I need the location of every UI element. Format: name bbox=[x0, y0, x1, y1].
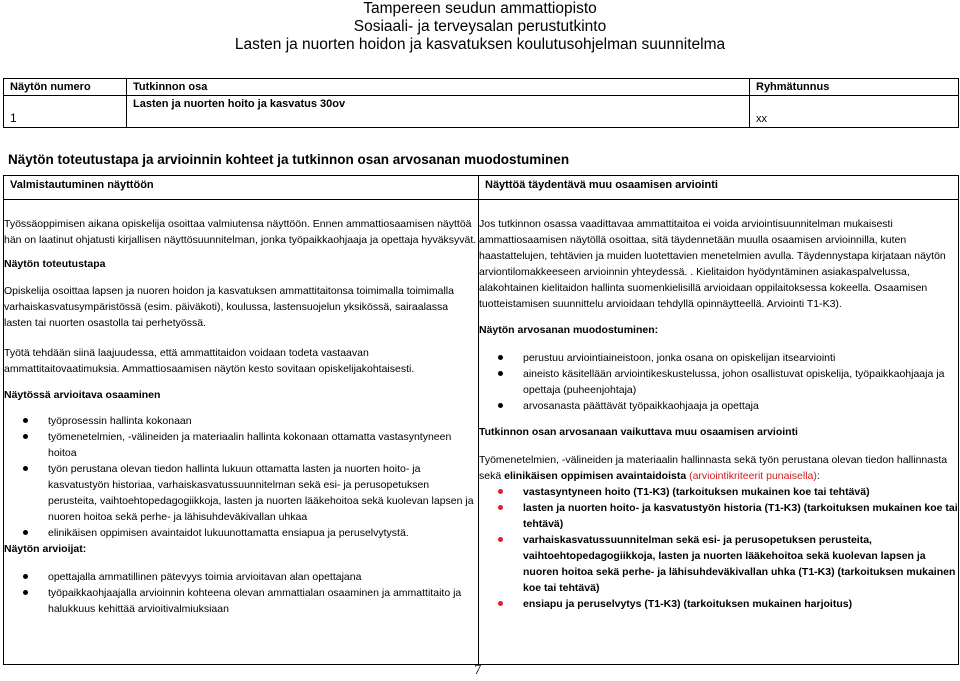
left-column-header: Valmistautuminen näyttöön bbox=[4, 176, 479, 200]
curriculum-name: Lasten ja nuorten hoidon ja kasvatuksen koulutusohjelman suunnitelma bbox=[234, 36, 726, 53]
list-item: työprosessin hallinta kokonaan bbox=[48, 413, 478, 429]
implementation-heading: Näytön toteutustapa bbox=[4, 258, 106, 270]
right-column bbox=[479, 200, 959, 665]
right-column-header: Näyttöä täydentävä muu osaamisen arviointi bbox=[479, 176, 959, 200]
col-label-number: Näytön numero bbox=[4, 79, 127, 96]
grade-heading: Näytön arvosanan muodostuminen: bbox=[479, 324, 659, 336]
degree-name: Sosiaali- ja terveysalan perustutkinto bbox=[353, 18, 607, 35]
grade-list bbox=[479, 350, 958, 414]
assessors-list bbox=[4, 569, 478, 617]
list-item: opettajalla ammatillinen pätevyys toimia arvioitavan alan opettajana bbox=[48, 569, 478, 585]
list-item: arvosanasta päättävät työpaikkaohjaaja ja opettaja bbox=[523, 398, 958, 414]
school-name: Tampereen seudun ammattiopisto bbox=[363, 0, 597, 17]
criteria-note: (arviointikriteerit punaisella) bbox=[689, 470, 817, 482]
other-assessment-list bbox=[479, 484, 958, 612]
preparation-text: Työssäoppimisen aikana opiskelija osoittaa valmiutensa näyttöön. Ennen ammattiosaamisen näyttöä hän on laatinut ohjatusti kirjallisen näyttösuunnitelman, jonka työpaikkaohjaaja ja opettaja hyväksyvät. bbox=[4, 218, 477, 246]
left-column bbox=[4, 200, 479, 665]
col-label-group: Ryhmätunnus bbox=[750, 79, 959, 96]
document-header bbox=[0, 0, 960, 54]
assessed-skills-heading: Näytössä arvioitava osaaminen bbox=[4, 389, 161, 401]
list-item: varhaiskasvatussuunnitelman sekä esi- ja perusopetuksen perusteita, vaihtoehtopedagogiikkoja, lasten ja nuorten lääkehoitoa sekä kuolevan lapsen ja nuoren hoitoa sekä perhe- ja lähisuhdeväkivallan uhka (T1-K3) (tarkoituksen mukainen koe tai tehtävä) bbox=[523, 532, 958, 596]
supplementary-text: Jos tutkinnon osassa vaadittavaa ammattitaitoa ei voida arviointisuunnitelman mukaisesti ammattiosaamisen näytöllä osoittaa, sitä täydennetään muulla osaamisen arvioinnilla, kuten haastattelujen, tehtävien ja muiden luotettavien menetelmien avulla. Täydennystapa kirjataan näytön arviontilomakkeeseen arvioinnin yhteydessä. . Kielitaidon hyödyntäminen asiakaspalvelussa, alakohtainen kielitaidon hallinta suomenkielisillä arvioidaan oppilaitoksessa kokeella. Osaamisen tuotteistamisen suunnittelu arvioidaan tehdyllä opinnäytteellä. Arviointi T1-K3). bbox=[479, 218, 946, 310]
list-item: perustuu arviointiaineistoon, jonka osana on opiskelijan itsearviointi bbox=[523, 350, 958, 366]
list-item: lasten ja nuorten hoito- ja kasvatustyön historia (T1-K3) (tarkoituksen mukainen koe tai tehtävä) bbox=[523, 502, 958, 530]
other-assessment-text: Työmenetelmien, -välineiden ja materiaalin hallinnasta sekä työn perustana olevan tiedon hallinnasta sekä elinikäisen oppimisen avaintaidoista (arviointikriteerit punaisella): bbox=[479, 454, 948, 482]
group-value: xx bbox=[750, 96, 959, 128]
implementation-text: Opiskelija osoittaa lapsen ja nuoren hoidon ja kasvatuksen ammattitaitonsa toimimalla toimimalla varhaiskasvatusympäristössä (esim. päiväkoti), koulussa, lastensuojelun yksikössä, sairaalassa lasten tai nuorten osastolla tai perhetyössä. bbox=[4, 285, 454, 329]
list-item: työpaikkaohjaajalla arvioinnin kohteena olevan ammattialan osaaminen ja ammattitaito ja halukkuus kehittää arvioitivalmiuksiaan bbox=[48, 585, 478, 617]
list-item: työn perustana olevan tiedon hallinta lukuun ottamatta lasten ja nuorten hoito- ja kasvatustyön historiaa, varhaiskasvatussuunnitelman sekä esi- ja perusopetuksen perusteita, vaihtoehtopedagogiikkoja, lasten ja nuorten lääkehoitoa sekä kuolevan lapsen ja nuoren hoitoa sekä perhe- ja lähisuhdeväkivallan uhkaa bbox=[48, 461, 478, 525]
section-title: Näytön toteutustapa ja arvioinnin kohteet ja tutkinnon osan arvosanan muodostuminen bbox=[8, 152, 570, 167]
list-item: aineisto käsitellään arviointikeskustelussa, johon osallistuvat opiskelija, työpaikkaohjaaja ja opettaja (puheenjohtaja) bbox=[523, 366, 958, 398]
other-assessment-heading: Tutkinnon osan arvosanaan vaikuttava muu osaamisen arviointi bbox=[479, 426, 798, 438]
assessors-heading: Näytön arvioijat: bbox=[4, 543, 87, 555]
show-number-value: 1 bbox=[4, 96, 127, 128]
list-item: työmenetelmien, -välineiden ja materiaalin hallinta kokonaan ottamatta vastasyntyneen hoitoa bbox=[48, 429, 478, 461]
list-item: ensiapu ja peruselvytys (T1-K3) (tarkoituksen mukainen harjoitus) bbox=[523, 596, 958, 612]
assessed-skills-list bbox=[4, 413, 478, 541]
col-label-module: Tutkinnon osa bbox=[127, 79, 750, 96]
list-item: elinikäisen oppimisen avaintaidot lukuunottamatta ensiapua ja peruselvytystä. bbox=[48, 525, 478, 541]
work-scope-text: Työtä tehdään siinä laajuudessa, että ammattitaidon voidaan todeta vastaavan ammattitaitovaatimuksia. Ammattiosaamisen näytön kesto sovitaan opiskelijakohtaisesti. bbox=[4, 347, 415, 375]
assessment-table bbox=[3, 175, 959, 665]
list-item: vastasyntyneen hoito (T1-K3) (tarkoituksen mukainen koe tai tehtävä) bbox=[523, 484, 958, 500]
info-table bbox=[3, 78, 959, 128]
module-value: Lasten ja nuorten hoito ja kasvatus 30ov bbox=[127, 96, 750, 128]
page-number: 7 bbox=[474, 662, 482, 678]
